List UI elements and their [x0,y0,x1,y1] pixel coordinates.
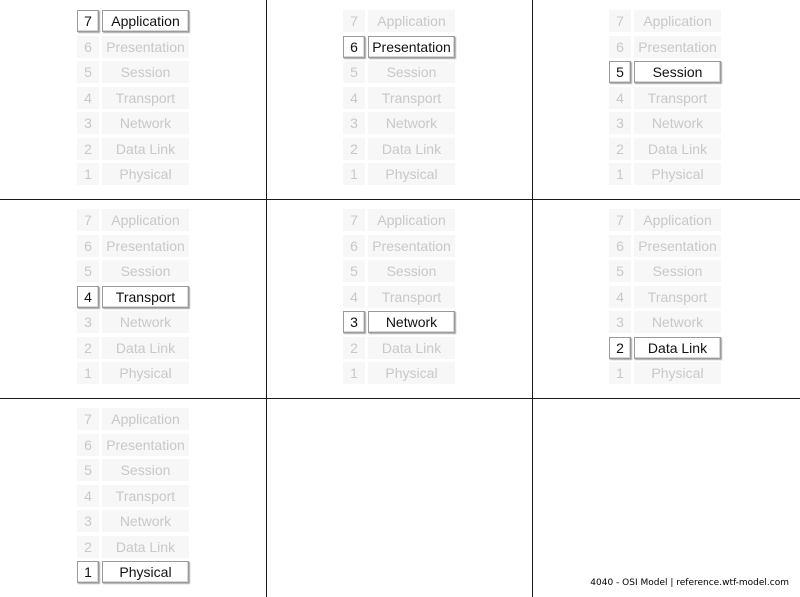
osi-layer-row [77,536,189,558]
osi-layer-row-highlighted [77,286,189,308]
layer-name: Physical [102,362,189,384]
layer-number: 3 [343,112,365,134]
layer-number: 6 [343,235,365,257]
osi-layer-row [77,87,189,109]
layer-name: Transport [634,87,721,109]
osi-layer-row [343,286,455,308]
osi-panel-layer-5 [532,0,798,199]
layer-number: 2 [77,536,99,558]
osi-layer-row-highlighted [77,10,189,32]
osi-layer-row [77,459,189,481]
layer-number: 3 [609,311,631,333]
layer-number: 1 [77,561,99,583]
layer-number: 1 [77,163,99,185]
layer-number: 4 [609,87,631,109]
osi-layer-row [77,434,189,456]
layer-name: Physical [102,561,189,583]
layer-name: Physical [368,163,455,185]
osi-layer-row [77,510,189,532]
osi-layer-row-highlighted [77,561,189,583]
layer-number: 7 [343,209,365,231]
layer-number: 7 [343,10,365,32]
osi-layer-row-highlighted [609,337,721,359]
osi-layer-row [77,408,189,430]
osi-panel-layer-3 [266,199,532,398]
layer-name: Network [368,311,455,333]
osi-layer-row [609,260,721,282]
layer-number: 3 [343,311,365,333]
layer-number: 5 [77,260,99,282]
layer-name: Presentation [102,235,189,257]
layer-number: 2 [609,337,631,359]
layer-number: 3 [77,510,99,532]
layer-name: Presentation [102,434,189,456]
osi-layer-row [343,112,455,134]
layer-name: Application [634,209,721,231]
layer-number: 6 [77,434,99,456]
layer-name: Data Link [102,536,189,558]
layer-name: Presentation [102,36,189,58]
layer-name: Session [634,61,721,83]
layer-number: 3 [77,311,99,333]
osi-layer-row [77,485,189,507]
osi-layer-row [343,87,455,109]
osi-layer-row [343,61,455,83]
layer-number: 1 [343,163,365,185]
layer-number: 4 [343,87,365,109]
osi-layer-row [77,235,189,257]
layer-name: Application [368,10,455,32]
layer-name: Application [368,209,455,231]
osi-layer-row [343,235,455,257]
layer-name: Application [634,10,721,32]
layer-name: Network [102,112,189,134]
layer-number: 2 [77,337,99,359]
layer-name: Physical [634,362,721,384]
layer-number: 6 [609,36,631,58]
osi-layer-row [609,138,721,160]
layer-number: 5 [77,459,99,481]
layer-number: 6 [343,36,365,58]
layer-name: Data Link [368,337,455,359]
osi-layer-row [343,209,455,231]
osi-panel-layer-2 [532,199,798,398]
layer-name: Transport [368,286,455,308]
layer-name: Application [102,209,189,231]
layer-number: 5 [343,61,365,83]
layer-name: Network [102,311,189,333]
layer-name: Transport [102,286,189,308]
layer-number: 1 [609,362,631,384]
layer-name: Network [634,311,721,333]
osi-panel-layer-4 [0,199,266,398]
osi-layer-row [343,260,455,282]
layer-number: 3 [609,112,631,134]
layer-name: Session [368,260,455,282]
layer-name: Transport [102,87,189,109]
layer-number: 4 [609,286,631,308]
osi-layer-row [609,311,721,333]
osi-layer-row [343,138,455,160]
osi-panel-layer-1 [0,398,266,597]
osi-layer-row [77,337,189,359]
layer-number: 2 [343,337,365,359]
layer-name: Presentation [368,36,455,58]
layer-number: 7 [77,10,99,32]
osi-layer-row [77,362,189,384]
osi-layer-row [77,209,189,231]
layer-number: 7 [609,10,631,32]
osi-layer-stack [609,209,721,388]
osi-layer-stack [343,209,455,388]
layer-number: 2 [609,138,631,160]
layer-name: Transport [102,485,189,507]
layer-number: 1 [609,163,631,185]
layer-name: Data Link [634,337,721,359]
layer-number: 5 [77,61,99,83]
layer-number: 3 [77,112,99,134]
layer-number: 7 [77,408,99,430]
osi-panel-layer-7 [0,0,266,199]
layer-number: 5 [343,260,365,282]
osi-layer-row [77,260,189,282]
layer-number: 4 [77,485,99,507]
layer-number: 5 [609,260,631,282]
osi-layer-stack [77,10,189,189]
osi-layer-stack [609,10,721,189]
layer-name: Presentation [634,36,721,58]
layer-name: Data Link [102,138,189,160]
layer-name: Physical [368,362,455,384]
osi-layer-row-highlighted [343,311,455,333]
osi-layer-row [77,61,189,83]
layer-name: Network [634,112,721,134]
osi-layer-row [77,36,189,58]
osi-layer-row [609,362,721,384]
layer-name: Data Link [102,337,189,359]
layer-name: Presentation [368,235,455,257]
osi-layer-row-highlighted [609,61,721,83]
osi-layer-row [343,10,455,32]
layer-number: 1 [343,362,365,384]
layer-name: Network [102,510,189,532]
layer-name: Transport [634,286,721,308]
osi-layer-row [609,87,721,109]
footer-caption: 4040 - OSI Model | reference.wtf-model.com [590,578,789,588]
layer-name: Session [102,61,189,83]
layer-name: Session [634,260,721,282]
osi-layer-row [609,235,721,257]
layer-name: Session [102,260,189,282]
osi-layer-stack [77,408,189,587]
layer-number: 6 [77,36,99,58]
layer-number: 6 [609,235,631,257]
layer-name: Session [102,459,189,481]
osi-layer-row-highlighted [343,36,455,58]
osi-panel-layer-6 [266,0,532,199]
layer-number: 2 [77,138,99,160]
layer-name: Network [368,112,455,134]
layer-name: Physical [634,163,721,185]
layer-number: 6 [77,235,99,257]
osi-layer-row [609,10,721,32]
layer-number: 2 [343,138,365,160]
osi-layer-row [609,163,721,185]
layer-name: Presentation [634,235,721,257]
layer-name: Application [102,408,189,430]
osi-layer-row [609,209,721,231]
osi-layer-row [77,163,189,185]
layer-name: Physical [102,163,189,185]
layer-number: 4 [343,286,365,308]
layer-name: Data Link [368,138,455,160]
layer-number: 4 [77,286,99,308]
osi-layer-stack [343,10,455,189]
osi-layer-row [77,112,189,134]
layer-name: Data Link [634,138,721,160]
layer-number: 5 [609,61,631,83]
layer-number: 7 [77,209,99,231]
layer-name: Application [102,10,189,32]
osi-layer-row [77,311,189,333]
layer-number: 4 [77,87,99,109]
osi-layer-row [609,112,721,134]
osi-layer-row [609,286,721,308]
layer-name: Session [368,61,455,83]
layer-number: 1 [77,362,99,384]
osi-layer-row [343,337,455,359]
osi-layer-stack [77,209,189,388]
osi-layer-row [609,36,721,58]
layer-number: 7 [609,209,631,231]
osi-layer-row [343,362,455,384]
osi-layer-row [77,138,189,160]
osi-layer-row [343,163,455,185]
layer-name: Transport [368,87,455,109]
